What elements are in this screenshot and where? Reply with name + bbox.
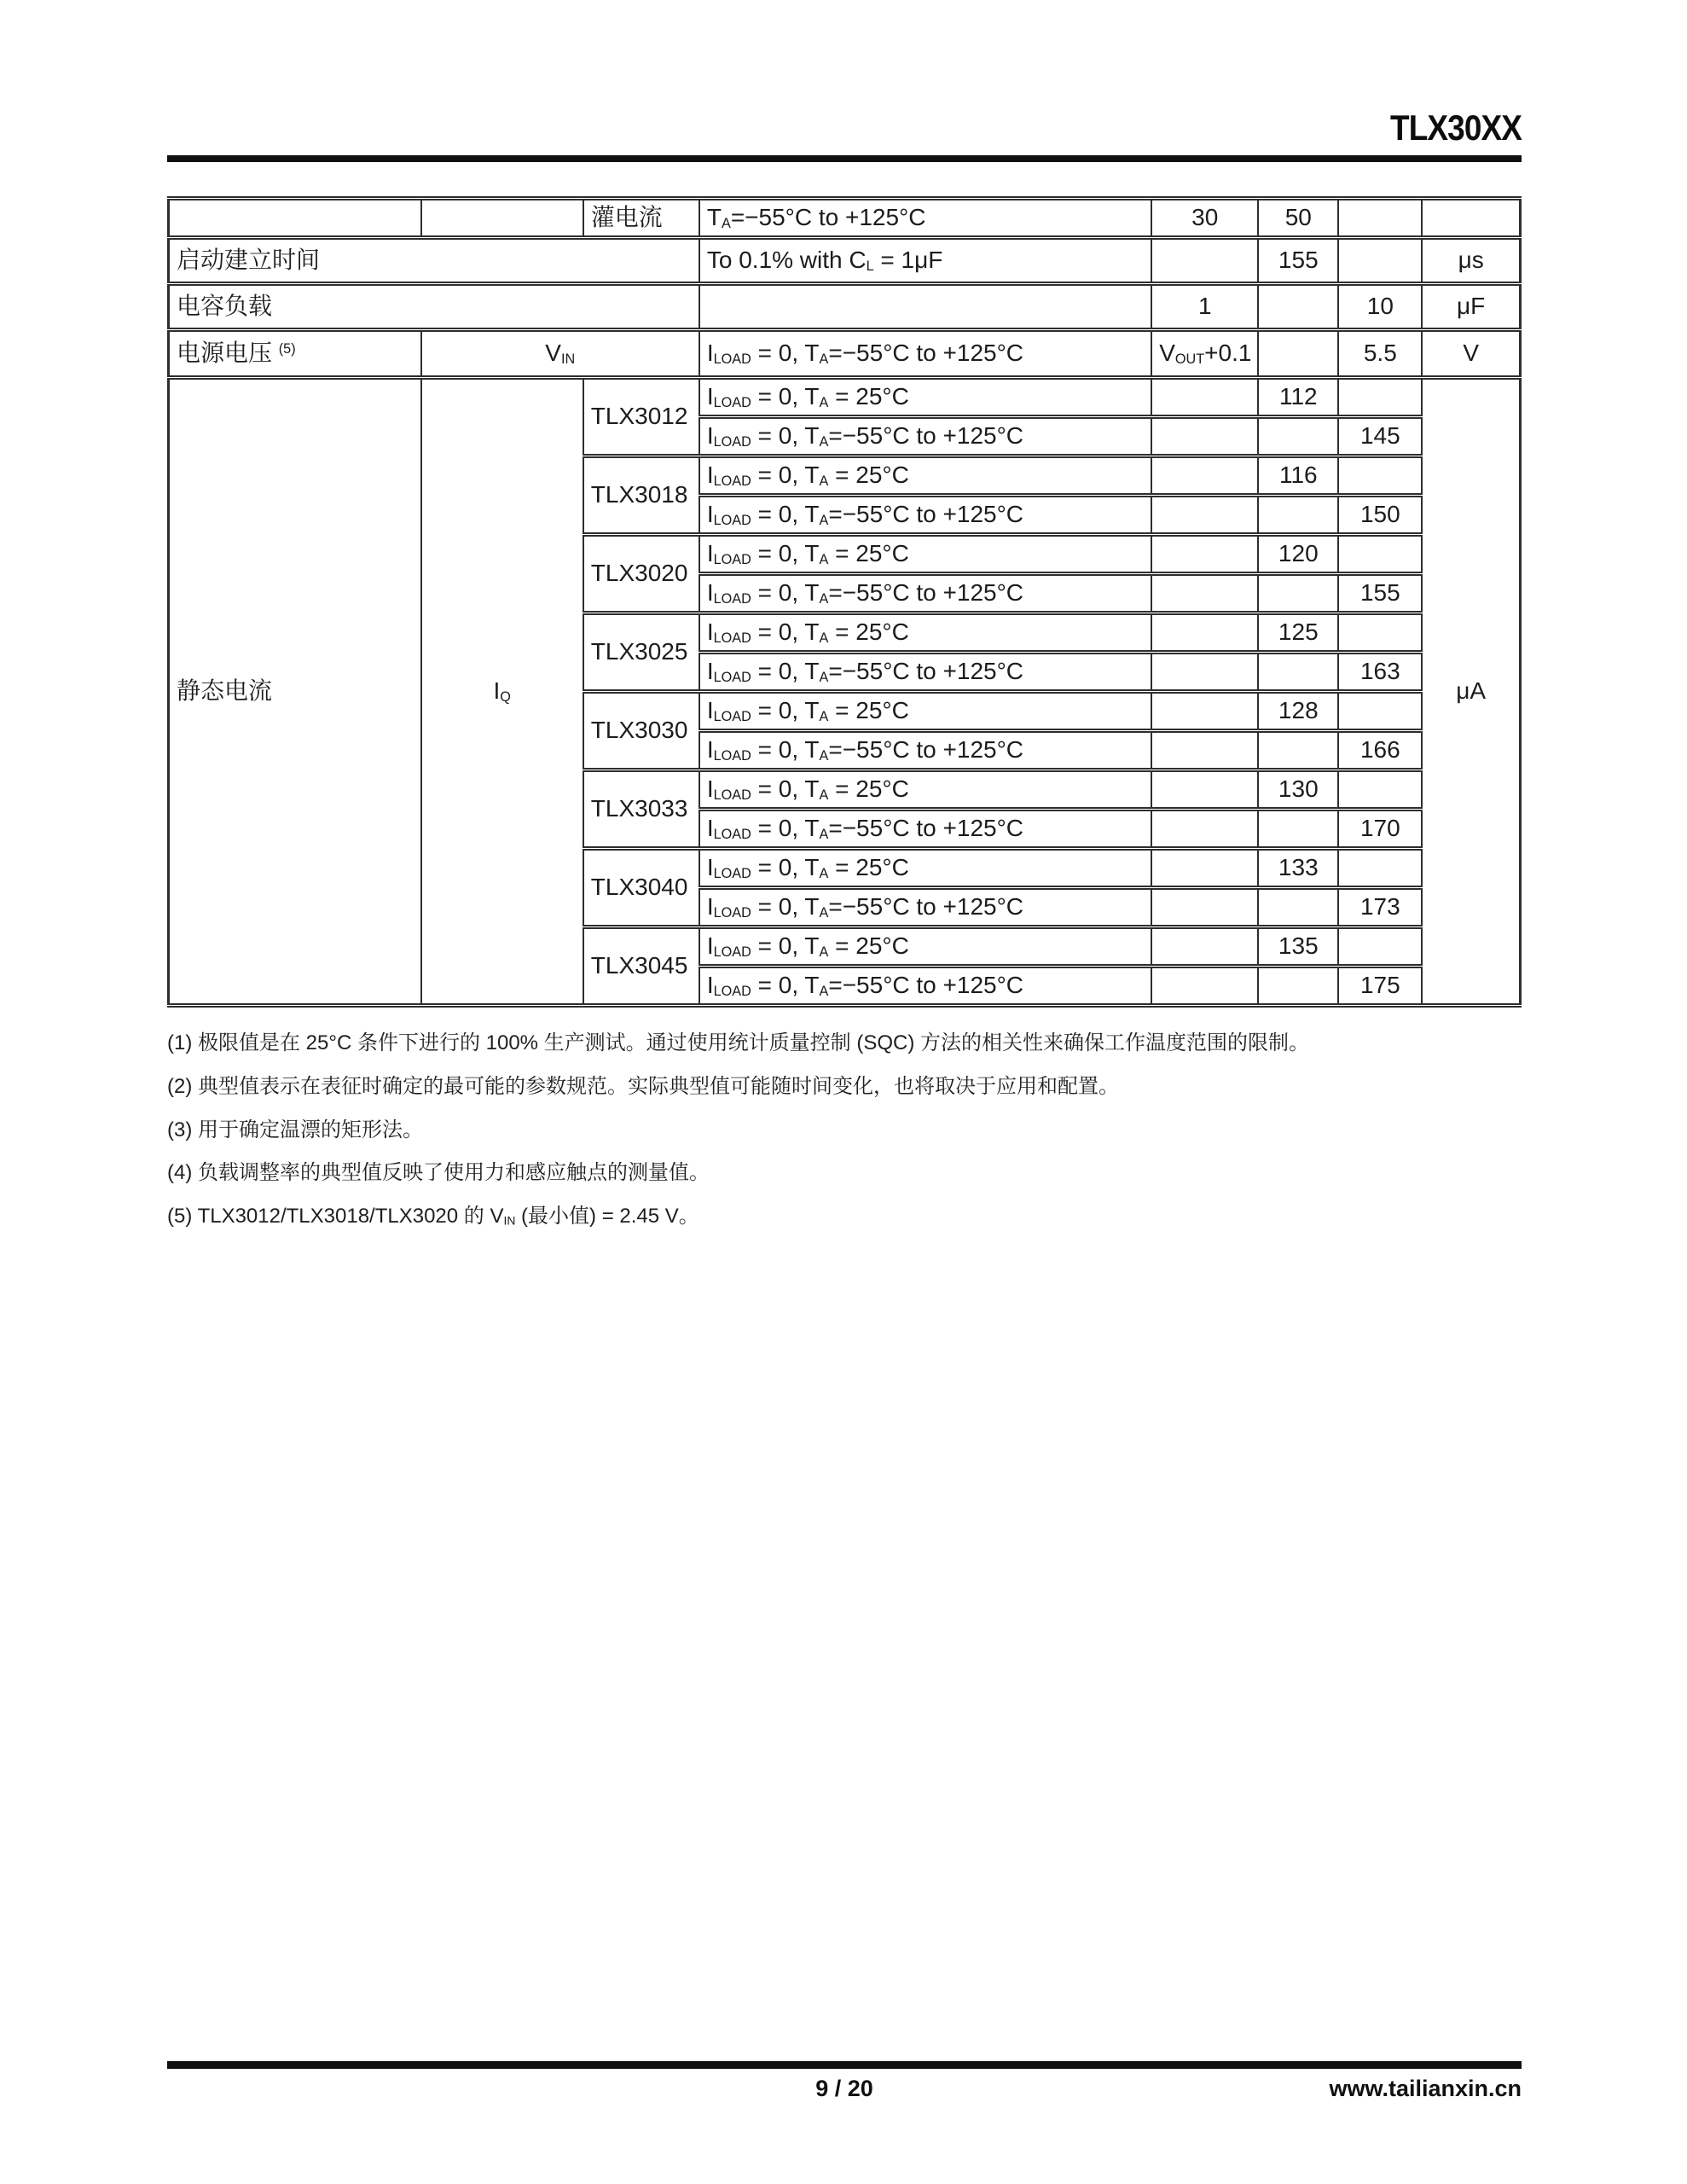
- footer-row: [167, 2076, 1522, 2113]
- cell-max: 150: [1338, 496, 1422, 535]
- cell-condition: ILOAD = 0, TA = 25°C: [699, 849, 1151, 888]
- cell-condition: ILOAD = 0, TA = 25°C: [699, 535, 1151, 574]
- subscript: LOAD: [713, 984, 751, 1000]
- cell-device: TLX3033: [583, 770, 699, 849]
- subscript: Q: [500, 689, 511, 706]
- cell-condition: ILOAD = 0, TA = 25°C: [699, 927, 1151, 967]
- cell-typ: 116: [1258, 456, 1338, 496]
- subscript: LOAD: [713, 866, 751, 882]
- cell-device: 灌电流: [583, 199, 699, 238]
- subscript: LOAD: [713, 944, 751, 961]
- cell-min: [1151, 378, 1258, 417]
- subscript: LOAD: [713, 670, 751, 686]
- subscript: A: [819, 351, 829, 368]
- subscript: A: [819, 866, 829, 882]
- subscript: A: [819, 748, 829, 764]
- cell-typ: 120: [1258, 535, 1338, 574]
- cell-typ: [1258, 888, 1338, 927]
- cell-max: [1338, 692, 1422, 731]
- cell-min: [1151, 456, 1258, 496]
- cell-unit: [1422, 199, 1520, 238]
- cell-min: [1151, 653, 1258, 692]
- cell-min: [1151, 613, 1258, 653]
- subscript: A: [819, 787, 829, 804]
- table-row: [169, 378, 1521, 417]
- subscript: A: [819, 905, 829, 921]
- subscript: LOAD: [713, 395, 751, 411]
- cell-symbol: VIN: [421, 330, 699, 378]
- cell-condition: ILOAD = 0, TA=−55°C to +125°C: [699, 653, 1151, 692]
- subscript: L: [866, 258, 874, 275]
- cell-typ: [1258, 417, 1338, 456]
- cell-max: [1338, 770, 1422, 810]
- subscript: A: [819, 630, 829, 647]
- cell-condition: ILOAD = 0, TA=−55°C to +125°C: [699, 574, 1151, 613]
- cell-min: [1151, 770, 1258, 810]
- cell-symbol: IQ: [421, 378, 583, 1006]
- cell-typ: [1258, 967, 1338, 1006]
- cell-param: 电源电压 $^{(5)}$: [169, 330, 421, 378]
- subscript: A: [819, 591, 829, 607]
- cell-min: [1151, 238, 1258, 284]
- cell-min: [1151, 888, 1258, 927]
- table-row: [169, 330, 1521, 378]
- cell-max: 173: [1338, 888, 1422, 927]
- cell-device: TLX3040: [583, 849, 699, 927]
- page-footer: [167, 2061, 1522, 2113]
- footnote: (2) 典型值表示在表征时确定的最可能的参数规范。实际典型值可能随时间变化，也将取决于应用和配置。: [167, 1074, 1119, 1098]
- cell-param: 电容负载: [169, 284, 699, 330]
- cell-typ: [1258, 653, 1338, 692]
- subscript: A: [819, 473, 829, 490]
- cell-max: 10: [1338, 284, 1422, 330]
- cell-max: [1338, 849, 1422, 888]
- subscript: LOAD: [713, 513, 751, 529]
- cell-device: TLX3045: [583, 927, 699, 1006]
- cell-param: [169, 199, 421, 238]
- page-content: [167, 0, 1522, 1248]
- cell-typ: [1258, 810, 1338, 849]
- website-link: www.tailianxin.cn: [1329, 2076, 1522, 2101]
- cell-min: [1151, 535, 1258, 574]
- cell-min: 30: [1151, 199, 1258, 238]
- subscript: A: [819, 513, 829, 529]
- cell-condition: ILOAD = 0, TA=−55°C to +125°C: [699, 417, 1151, 456]
- subscript: LOAD: [713, 905, 751, 921]
- cell-condition: To 0.1% with CL = 1μF: [699, 238, 1151, 284]
- cell-unit: V: [1422, 330, 1520, 378]
- cell-typ: [1258, 496, 1338, 535]
- cell-max: 163: [1338, 653, 1422, 692]
- footnote: (1) 极限值是在 25°C 条件下进行的 100% 生产测试。通过使用统计质量控制 (SQC) 方法的相关性来确保工作温度范围的限制。: [167, 1031, 1310, 1054]
- cell-condition: ILOAD = 0, TA=−55°C to +125°C: [699, 967, 1151, 1006]
- cell-condition: ILOAD = 0, TA=−55°C to +125°C: [699, 810, 1151, 849]
- cell-device: TLX3030: [583, 692, 699, 770]
- cell-condition: ILOAD = 0, TA=−55°C to +125°C: [699, 731, 1151, 770]
- page-title-text: TLX30XX: [1389, 107, 1522, 148]
- subscript: IN: [560, 351, 576, 368]
- cell-symbol: [421, 199, 583, 238]
- cell-min: [1151, 574, 1258, 613]
- header-rule: [167, 155, 1522, 162]
- subscript: A: [721, 216, 731, 232]
- cell-typ: 133: [1258, 849, 1338, 888]
- cell-min: 1: [1151, 284, 1258, 330]
- footnotes: [167, 1031, 1522, 1229]
- cell-unit: μA: [1422, 378, 1520, 1006]
- subscript: A: [819, 434, 829, 450]
- cell-condition: ILOAD = 0, TA = 25°C: [699, 692, 1151, 731]
- cell-condition: ILOAD = 0, TA = 25°C: [699, 456, 1151, 496]
- page-number: 9 / 20: [815, 2076, 873, 2101]
- cell-condition: [699, 284, 1151, 330]
- subscript: LOAD: [713, 748, 751, 764]
- cell-max: 170: [1338, 810, 1422, 849]
- cell-condition: ILOAD = 0, TA = 25°C: [699, 613, 1151, 653]
- cell-max: [1338, 199, 1422, 238]
- table-row: [169, 284, 1521, 330]
- cell-condition: ILOAD = 0, TA = 25°C: [699, 770, 1151, 810]
- cell-typ: [1258, 330, 1338, 378]
- cell-typ: 155: [1258, 238, 1338, 284]
- page-title: [167, 107, 1522, 148]
- cell-condition: ILOAD = 0, TA=−55°C to +125°C: [699, 330, 1151, 378]
- cell-condition: ILOAD = 0, TA = 25°C: [699, 378, 1151, 417]
- cell-min: [1151, 417, 1258, 456]
- cell-max: 5.5: [1338, 330, 1422, 378]
- cell-typ: [1258, 284, 1338, 330]
- subscript: A: [819, 670, 829, 686]
- cell-max: 166: [1338, 731, 1422, 770]
- cell-device: TLX3012: [583, 378, 699, 456]
- cell-typ: 128: [1258, 692, 1338, 731]
- cell-condition: ILOAD = 0, TA=−55°C to +125°C: [699, 496, 1151, 535]
- subscript: LOAD: [713, 591, 751, 607]
- cell-typ: 112: [1258, 378, 1338, 417]
- cell-device: TLX3018: [583, 456, 699, 535]
- cell-min: [1151, 692, 1258, 731]
- cell-typ: 135: [1258, 927, 1338, 967]
- cell-typ: 50: [1258, 199, 1338, 238]
- subscript: LOAD: [713, 434, 751, 450]
- cell-max: 175: [1338, 967, 1422, 1006]
- cell-min: [1151, 810, 1258, 849]
- cell-unit: μF: [1422, 284, 1520, 330]
- cell-typ: 125: [1258, 613, 1338, 653]
- cell-max: [1338, 927, 1422, 967]
- superscript: (5): [278, 341, 296, 357]
- cell-max: [1338, 535, 1422, 574]
- subscript: A: [819, 827, 829, 843]
- cell-max: 155: [1338, 574, 1422, 613]
- cell-min: [1151, 849, 1258, 888]
- cell-min: [1151, 967, 1258, 1006]
- footer-rule: [167, 2061, 1522, 2069]
- cell-min: [1151, 731, 1258, 770]
- cell-unit: μs: [1422, 238, 1520, 284]
- cell-max: 145: [1338, 417, 1422, 456]
- cell-min: [1151, 927, 1258, 967]
- cell-device: TLX3020: [583, 535, 699, 613]
- electrical-characteristics-table: [167, 196, 1522, 1008]
- cell-typ: [1258, 731, 1338, 770]
- subscript: IN: [503, 1213, 516, 1228]
- cell-max: [1338, 238, 1422, 284]
- cell-min: VOUT+0.1: [1151, 330, 1258, 378]
- cell-param: 启动建立时间: [169, 238, 699, 284]
- subscript: LOAD: [713, 787, 751, 804]
- subscript: A: [819, 395, 829, 411]
- subscript: LOAD: [713, 630, 751, 647]
- cell-max: [1338, 456, 1422, 496]
- subscript: A: [819, 709, 829, 725]
- subscript: LOAD: [713, 552, 751, 568]
- subscript: OUT: [1174, 351, 1205, 368]
- cell-condition: TA=−55°C to +125°C: [699, 199, 1151, 238]
- cell-condition: ILOAD = 0, TA=−55°C to +125°C: [699, 888, 1151, 927]
- footnote: (4) 负载调整率的典型值反映了使用力和感应触点的测量值。: [167, 1161, 710, 1185]
- subscript: A: [819, 944, 829, 961]
- subscript: A: [819, 552, 829, 568]
- cell-min: [1151, 496, 1258, 535]
- footnote: (3) 用于确定温漂的矩形法。: [167, 1118, 423, 1141]
- subscript: LOAD: [713, 709, 751, 725]
- cell-max: [1338, 613, 1422, 653]
- cell-param: 静态电流: [169, 378, 421, 1006]
- footnote: (5) TLX3012/TLX3018/TLX3020 的 VIN (最小值) = 2.45 V。: [167, 1205, 699, 1228]
- table-row: [169, 199, 1521, 238]
- cell-device: TLX3025: [583, 613, 699, 692]
- cell-typ: 130: [1258, 770, 1338, 810]
- table-row: [169, 238, 1521, 284]
- cell-max: [1338, 378, 1422, 417]
- cell-typ: [1258, 574, 1338, 613]
- subscript: LOAD: [713, 473, 751, 490]
- subscript: LOAD: [713, 827, 751, 843]
- subscript: A: [819, 984, 829, 1000]
- subscript: LOAD: [713, 351, 751, 368]
